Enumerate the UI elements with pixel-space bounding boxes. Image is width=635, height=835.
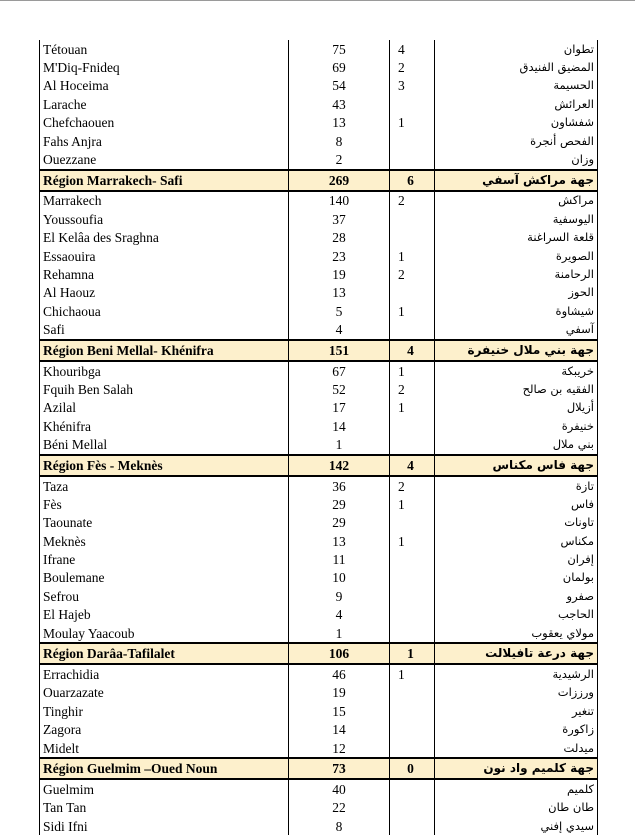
secondary-count-cell: 2 — [390, 58, 435, 76]
secondary-count-cell: 3 — [390, 77, 435, 95]
arabic-name-cell: زاكورة — [435, 721, 598, 739]
table-row — [40, 587, 598, 605]
city-name: Errachidia — [40, 664, 289, 683]
city-name: Tan Tan — [40, 799, 289, 817]
arabic-name-cell: الصويرة — [435, 247, 598, 265]
arabic-name-cell: جهة فاس مكناس — [435, 455, 598, 476]
table-row — [40, 380, 598, 398]
arabic-name-cell: بني ملال — [435, 435, 598, 454]
secondary-count-cell: 1 — [390, 247, 435, 265]
secondary-count-cell — [390, 624, 435, 643]
count-cell: 54 — [289, 77, 390, 95]
count-cell: 13 — [289, 114, 390, 132]
regions-table — [39, 40, 598, 835]
city-name: Azilal — [40, 399, 289, 417]
table-row — [40, 229, 598, 247]
count-cell: 29 — [289, 495, 390, 513]
arabic-name-cell: مراكش — [435, 191, 598, 210]
arabic-name-cell: قلعة السراغنة — [435, 229, 598, 247]
secondary-count-cell — [390, 587, 435, 605]
arabic-name-cell: خنيفرة — [435, 417, 598, 435]
count-cell: 15 — [289, 702, 390, 720]
secondary-count-cell: 1 — [390, 302, 435, 320]
arabic-name-cell: تطوان — [435, 40, 598, 58]
table-row — [40, 664, 598, 683]
table-row — [40, 40, 598, 58]
region-row — [40, 455, 598, 476]
count-cell: 11 — [289, 550, 390, 568]
secondary-count-cell: 1 — [390, 664, 435, 683]
count-cell: 8 — [289, 817, 390, 835]
arabic-name-cell: الفحص أنجرة — [435, 132, 598, 150]
count-cell: 1 — [289, 435, 390, 454]
arabic-name-cell: مكناس — [435, 532, 598, 550]
table-row — [40, 302, 598, 320]
table-row — [40, 399, 598, 417]
city-name: Essaouira — [40, 247, 289, 265]
arabic-name-cell: خريبكة — [435, 361, 598, 380]
count-cell: 22 — [289, 799, 390, 817]
table-row — [40, 550, 598, 568]
city-name: Béni Mellal — [40, 435, 289, 454]
arabic-name-cell: مولاي يعقوب — [435, 624, 598, 643]
count-cell: 4 — [289, 320, 390, 339]
secondary-count-cell — [390, 739, 435, 758]
table-row — [40, 624, 598, 643]
city-name: Fquih Ben Salah — [40, 380, 289, 398]
region-name: Région Guelmim –Oued Noun — [40, 758, 289, 779]
count-cell: 140 — [289, 191, 390, 210]
table-row — [40, 320, 598, 339]
count-cell: 2 — [289, 150, 390, 169]
city-name: Ouarzazate — [40, 684, 289, 702]
secondary-count-cell — [390, 569, 435, 587]
count-cell: 14 — [289, 721, 390, 739]
city-name: El Kelâa des Sraghna — [40, 229, 289, 247]
arabic-name-cell: تنغير — [435, 702, 598, 720]
arabic-name-cell: ميدلت — [435, 739, 598, 758]
city-name: Rehamna — [40, 265, 289, 283]
table-row — [40, 191, 598, 210]
city-name: Tinghir — [40, 702, 289, 720]
table-row — [40, 532, 598, 550]
table-row — [40, 817, 598, 835]
count-cell: 36 — [289, 476, 390, 495]
count-cell: 14 — [289, 417, 390, 435]
regions-table-body — [40, 40, 598, 835]
arabic-name-cell: اليوسفية — [435, 210, 598, 228]
arabic-name-cell: تازة — [435, 476, 598, 495]
table-row — [40, 150, 598, 169]
secondary-count-cell: 2 — [390, 476, 435, 495]
secondary-count-cell: 1 — [390, 361, 435, 380]
secondary-count-cell — [390, 417, 435, 435]
table-row — [40, 779, 598, 798]
city-name: Chichaoua — [40, 302, 289, 320]
region-row — [40, 170, 598, 191]
region-row — [40, 643, 598, 664]
table-row — [40, 132, 598, 150]
table-row — [40, 495, 598, 513]
arabic-name-cell: الرشيدية — [435, 664, 598, 683]
city-name: Meknès — [40, 532, 289, 550]
city-name: Khénifra — [40, 417, 289, 435]
arabic-name-cell: بولمان — [435, 569, 598, 587]
count-cell: 29 — [289, 514, 390, 532]
secondary-count-cell: 4 — [390, 455, 435, 476]
secondary-count-cell — [390, 284, 435, 302]
secondary-count-cell — [390, 435, 435, 454]
city-name: Khouribga — [40, 361, 289, 380]
secondary-count-cell — [390, 132, 435, 150]
table-row — [40, 265, 598, 283]
secondary-count-cell: 6 — [390, 170, 435, 191]
arabic-name-cell: أزيلال — [435, 399, 598, 417]
city-name: Al Haouz — [40, 284, 289, 302]
secondary-count-cell — [390, 721, 435, 739]
count-cell: 10 — [289, 569, 390, 587]
arabic-name-cell: وزان — [435, 150, 598, 169]
table-row — [40, 77, 598, 95]
city-name: Guelmim — [40, 779, 289, 798]
arabic-name-cell: المضيق الفنيدق — [435, 58, 598, 76]
city-name: Fahs Anjra — [40, 132, 289, 150]
count-cell: 8 — [289, 132, 390, 150]
city-name: Sefrou — [40, 587, 289, 605]
city-name: Ifrane — [40, 550, 289, 568]
count-cell: 5 — [289, 302, 390, 320]
city-name: Midelt — [40, 739, 289, 758]
city-name: Ouezzane — [40, 150, 289, 169]
city-name: Safi — [40, 320, 289, 339]
table-row — [40, 684, 598, 702]
count-cell: 23 — [289, 247, 390, 265]
table-row — [40, 114, 598, 132]
count-cell: 12 — [289, 739, 390, 758]
arabic-name-cell: جهة كلميم واد نون — [435, 758, 598, 779]
secondary-count-cell — [390, 150, 435, 169]
count-cell: 13 — [289, 532, 390, 550]
count-cell: 73 — [289, 758, 390, 779]
table-row — [40, 58, 598, 76]
count-cell: 67 — [289, 361, 390, 380]
count-cell: 52 — [289, 380, 390, 398]
city-name: El Hajeb — [40, 606, 289, 624]
count-cell: 69 — [289, 58, 390, 76]
count-cell: 17 — [289, 399, 390, 417]
count-cell: 19 — [289, 684, 390, 702]
secondary-count-cell — [390, 799, 435, 817]
arabic-name-cell: طان طان — [435, 799, 598, 817]
region-name: Région Darâa-Tafilalet — [40, 643, 289, 664]
arabic-name-cell: آسفي — [435, 320, 598, 339]
region-row — [40, 340, 598, 361]
count-cell: 28 — [289, 229, 390, 247]
arabic-name-cell: جهة درعة تافيلالت — [435, 643, 598, 664]
count-cell: 43 — [289, 95, 390, 113]
city-name: Sidi Ifni — [40, 817, 289, 835]
city-name: Larache — [40, 95, 289, 113]
count-cell: 1 — [289, 624, 390, 643]
secondary-count-cell: 4 — [390, 40, 435, 58]
count-cell: 37 — [289, 210, 390, 228]
arabic-name-cell: الحاجب — [435, 606, 598, 624]
arabic-name-cell: العرائش — [435, 95, 598, 113]
count-cell: 46 — [289, 664, 390, 683]
count-cell: 151 — [289, 340, 390, 361]
arabic-name-cell: جهة بني ملال خنيفرة — [435, 340, 598, 361]
city-name: Marrakech — [40, 191, 289, 210]
table-row — [40, 247, 598, 265]
secondary-count-cell: 2 — [390, 380, 435, 398]
city-name: Taounate — [40, 514, 289, 532]
arabic-name-cell: الحوز — [435, 284, 598, 302]
region-name: Région Marrakech- Safi — [40, 170, 289, 191]
region-name: Région Beni Mellal- Khénifra — [40, 340, 289, 361]
count-cell: 142 — [289, 455, 390, 476]
arabic-name-cell: الحسيمة — [435, 77, 598, 95]
count-cell: 40 — [289, 779, 390, 798]
city-name: M'Diq-Fnideq — [40, 58, 289, 76]
arabic-name-cell: ورززات — [435, 684, 598, 702]
city-name: Zagora — [40, 721, 289, 739]
table-row — [40, 569, 598, 587]
arabic-name-cell: شفشاون — [435, 114, 598, 132]
secondary-count-cell — [390, 817, 435, 835]
table-row — [40, 435, 598, 454]
city-name: Fès — [40, 495, 289, 513]
city-name: Youssoufia — [40, 210, 289, 228]
count-cell: 75 — [289, 40, 390, 58]
table-row — [40, 361, 598, 380]
table-row — [40, 210, 598, 228]
secondary-count-cell: 1 — [390, 114, 435, 132]
secondary-count-cell — [390, 684, 435, 702]
count-cell: 106 — [289, 643, 390, 664]
arabic-name-cell: شيشاوة — [435, 302, 598, 320]
secondary-count-cell: 0 — [390, 758, 435, 779]
arabic-name-cell: تاونات — [435, 514, 598, 532]
table-row — [40, 739, 598, 758]
secondary-count-cell — [390, 606, 435, 624]
table-row — [40, 95, 598, 113]
secondary-count-cell — [390, 779, 435, 798]
city-name: Boulemane — [40, 569, 289, 587]
secondary-count-cell — [390, 229, 435, 247]
secondary-count-cell — [390, 514, 435, 532]
count-cell: 9 — [289, 587, 390, 605]
count-cell: 19 — [289, 265, 390, 283]
arabic-name-cell: الفقيه بن صالح — [435, 380, 598, 398]
arabic-name-cell: صفرو — [435, 587, 598, 605]
city-name: Chefchaouen — [40, 114, 289, 132]
arabic-name-cell: الرحامنة — [435, 265, 598, 283]
arabic-name-cell: جهة مراكش آسفي — [435, 170, 598, 191]
count-cell: 13 — [289, 284, 390, 302]
arabic-name-cell: إفران — [435, 550, 598, 568]
secondary-count-cell: 2 — [390, 191, 435, 210]
secondary-count-cell: 1 — [390, 643, 435, 664]
count-cell: 269 — [289, 170, 390, 191]
secondary-count-cell — [390, 702, 435, 720]
city-name: Moulay Yaacoub — [40, 624, 289, 643]
region-row — [40, 758, 598, 779]
region-name: Région Fès - Meknès — [40, 455, 289, 476]
table-row — [40, 702, 598, 720]
secondary-count-cell: 1 — [390, 399, 435, 417]
secondary-count-cell: 1 — [390, 532, 435, 550]
secondary-count-cell — [390, 320, 435, 339]
page-top-border — [0, 0, 635, 1]
secondary-count-cell — [390, 550, 435, 568]
secondary-count-cell: 4 — [390, 340, 435, 361]
table-row — [40, 799, 598, 817]
table-row — [40, 284, 598, 302]
count-cell: 4 — [289, 606, 390, 624]
secondary-count-cell: 2 — [390, 265, 435, 283]
table-row — [40, 417, 598, 435]
secondary-count-cell — [390, 95, 435, 113]
arabic-name-cell: كلميم — [435, 779, 598, 798]
secondary-count-cell — [390, 210, 435, 228]
secondary-count-cell: 1 — [390, 495, 435, 513]
arabic-name-cell: فاس — [435, 495, 598, 513]
city-name: Tétouan — [40, 40, 289, 58]
city-name: Al Hoceima — [40, 77, 289, 95]
arabic-name-cell: سيدي إفني — [435, 817, 598, 835]
city-name: Taza — [40, 476, 289, 495]
table-row — [40, 476, 598, 495]
table-row — [40, 514, 598, 532]
table-row — [40, 721, 598, 739]
table-row — [40, 606, 598, 624]
